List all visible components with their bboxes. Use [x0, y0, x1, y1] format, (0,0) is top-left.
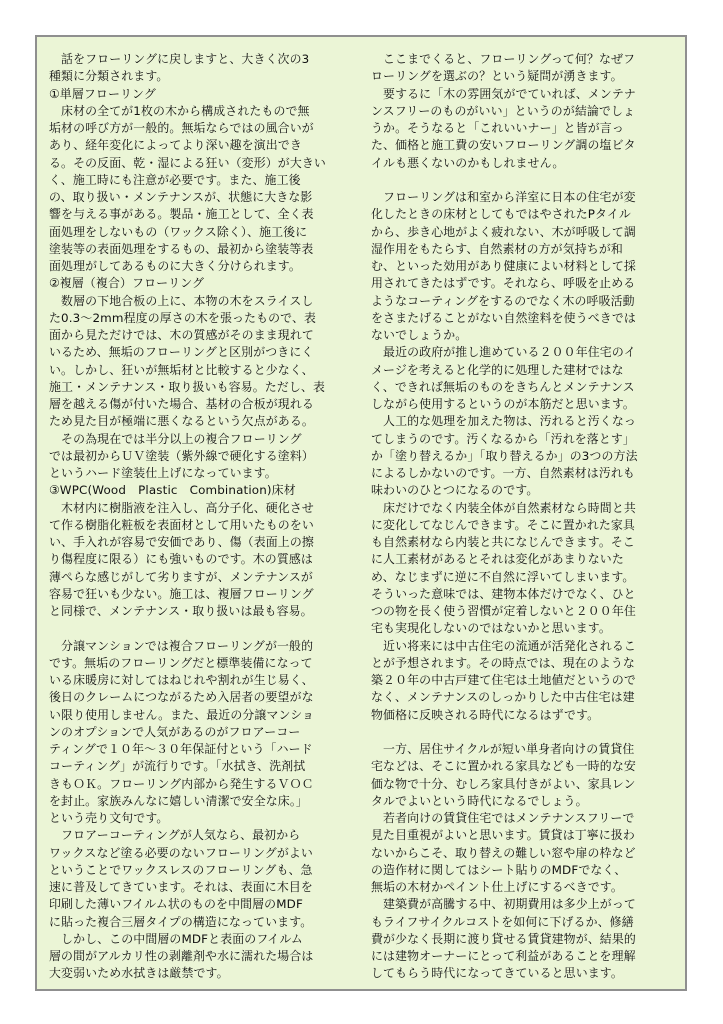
left-column-line: ということでワックスレスのフローリングも、急: [49, 862, 313, 877]
right-column-line: [371, 724, 673, 741]
right-column-line: ローリングを選ぶの？という疑問が湧きます。: [371, 69, 623, 84]
left-column-line: です。無垢のフローリングだと標準装備になって: [49, 655, 313, 670]
right-column-line: む、といった効用があり健康によい材料として採: [371, 259, 636, 273]
right-column-line: 一方、居住サイクルが短い単身者向けの賃貸住: [371, 742, 635, 756]
left-column-line: 木材内に樹脂液を注入し、高分子化、硬化させ: [49, 500, 314, 515]
left-column-line: 後日のクレームにつながるため入居者の要望がな: [49, 690, 314, 705]
right-column-line: もライフサイクルコストを如何に下げるか、修繕: [371, 914, 634, 929]
right-column-line: とが予想されます。その時点では、現在のような: [371, 655, 635, 670]
left-column-line: い限り使用しません。また、最近の分譲マンショ: [49, 707, 315, 722]
left-column-line: 速に普及してきています。それは、表面に木目を: [49, 880, 313, 894]
right-column-line: た、価格と施工費の安いフローリング調の塩ビタ: [371, 138, 636, 153]
left-column-line: 施工・メンテナンス・取り扱いも容易。ただし、表: [49, 379, 325, 394]
left-column-line: ③WPC(Wood Plastic Combination)床材: [49, 483, 296, 498]
left-column-line: 層の間がアルカリ性の剥離剤や水に濡れた場合は: [49, 949, 314, 963]
right-column-line: め、なじまずに逆に不自然に浮いてしまいます。: [371, 569, 635, 584]
right-column-line: [371, 172, 673, 189]
left-column-line: 響を与える事がある。製品・施工として、全く表: [49, 207, 314, 222]
left-column-line: あり、経年変化によってより深い趣を演出でき: [49, 138, 302, 153]
left-column-line: に貼った複合三層タイプの構造になっています。: [49, 914, 313, 929]
right-column-line: フローリングは和室から洋室に日本の住宅が変: [371, 190, 636, 204]
left-column-line: [49, 620, 351, 637]
right-column-line: には建物オーナーにとって利益があることを理解: [371, 949, 636, 963]
right-column-line: によるしかないのです。一方、自然素材は汚れも: [371, 466, 635, 480]
left-column: [49, 51, 351, 983]
right-column-line: メージを考えると化学的に処理した建材ではな: [371, 362, 624, 377]
left-column-line: り傷程度に限る）にも強いものです。木の質感は: [49, 552, 313, 567]
left-column-line: 面から見ただけでは、木の質感がそのまま現れて: [49, 328, 314, 342]
right-column-line: うか。そうなると「これいいナー」と皆が言っ: [371, 121, 624, 135]
left-column-line: 塗装等の表面処理をするもの、最初から塗装等表: [49, 241, 314, 256]
right-column-line: タルでよいという時代になるでしょう。: [371, 793, 588, 808]
right-column-line: も自然素材なら内装と共になじんできます。そこ: [371, 535, 635, 549]
left-column-line: た0.3～2mm程度の厚さの木を張ったもので、表: [49, 310, 317, 325]
right-column: [371, 51, 673, 983]
left-column-line: ワックスなど塗る必要のないフローリングがよい: [49, 845, 313, 860]
left-column-line: フロアーコーティングが人気なら、最初から: [49, 828, 301, 843]
right-column-line: ないからこそ、取り替えの難しい窓や扉の枠など: [371, 845, 636, 860]
left-column-line: 話をフローリングに戻しますと、大きく次の3: [49, 52, 310, 66]
right-column-line: 近い将来には中古住宅の流通が活発化されるこ: [371, 638, 636, 653]
right-column-line: 床だけでなく内装全体が自然素材なら時間と共: [371, 500, 636, 515]
left-column-line: きもＯＫ。フローリング内部から発生するＶＯＣ: [49, 776, 314, 791]
right-column-line: ンスフリーのものがいい」というのが結論でしょ: [371, 103, 636, 118]
right-column-line: 費が少なく長期に渡り貸せる賃貸建物が、結果的: [371, 931, 636, 946]
right-column-line: から、歩き心地がよく疲れない、木が呼吸して調: [371, 224, 636, 239]
left-column-line: 容易で狂いも少ない。施工は、複層フローリング: [49, 586, 314, 601]
left-column-line: ティングで１０年～３０年保証付という「ハード: [49, 742, 313, 756]
left-column-line: て作る樹脂化粧板を表面材として用いたものをい: [49, 517, 314, 532]
right-column-line: してもらう時代になってきていると思います。: [371, 966, 623, 981]
left-column-line: という売り文句です。: [49, 811, 169, 825]
left-column-line: 種類に分類されます。: [49, 69, 169, 84]
right-column-line: てしまうのです。汚くなるから「汚れを落とす」: [371, 431, 635, 446]
left-column-line: 分譲マンションでは複合フローリングが一般的: [49, 638, 314, 653]
right-column-line: に人工素材があるとそれは変化があまりないた: [371, 552, 624, 567]
left-column-line: ため見た目が極端に悪くなるという欠点がある。: [49, 414, 314, 429]
right-column-line: 物価格に反映される時代になるはずです。: [371, 707, 600, 722]
right-column-line: 湿作用をもたらす、自然素材の方が気持ちが和: [371, 241, 623, 256]
left-column-line: 床材の全てが1枚の木から構成されたもので無: [49, 103, 310, 118]
right-column-line: 要するに「木の雰囲気がでていれば、メンテナ: [371, 86, 636, 101]
right-column-line: 無垢の木材かペイント仕上げにするべきです。: [371, 880, 623, 894]
right-column-line: の造作材に関してはシート貼りのMDFでなく、: [371, 862, 627, 877]
left-column-line: 面処理がしてあるものに大きく分けられます。: [49, 259, 301, 273]
right-column-line: 見た目重視がよいと思います。賃貸は丁寧に扱わ: [371, 828, 635, 843]
right-column-line: く、できれば無垢のものをきちんとメンテナンス: [371, 379, 635, 394]
left-column-line: では最初からＵＶ塗装（紫外線で硬化する塗料）: [49, 448, 314, 463]
right-column-line: ここまでくると、フローリングって何？なぜフ: [371, 52, 636, 66]
right-column-line: なく、メンテナンスのしっかりした中古住宅は建: [371, 690, 635, 705]
left-column-line: その為現在では半分以上の複合フローリング: [49, 431, 302, 446]
right-column-line: 宅も実現化しないのではないかと思います。: [371, 621, 611, 636]
right-column-line: に変化してなじんできます。そこに置かれた家具: [371, 517, 635, 532]
right-column-line: 若者向けの賃貸住宅ではメンテナンスフリーで: [371, 811, 635, 825]
right-column-line: 化したときの床材としてもではやされたPタイル: [371, 207, 631, 222]
left-column-line: を封止。家族みんなに嬉しい清潔で安全な床。」: [49, 793, 308, 808]
right-column-line: 築２０年の中古戸建て住宅は土地値だというので: [371, 673, 636, 687]
right-column-line: 味わいのひとつになるのです。: [371, 483, 539, 498]
left-column-line: ①単層フローリング: [49, 86, 156, 101]
right-column-line: 用されてきたはずです。それなら、呼吸を止める: [371, 276, 636, 291]
left-column-line: い。しかし、狂いが無垢材と比較すると少なく、: [49, 362, 314, 377]
left-column-line: 数層の下地合板の上に、本物の木をスライスし: [49, 293, 314, 308]
left-column-line: の、取り扱い・メンテナンスが、状態に大きな影: [49, 190, 313, 204]
left-column-line: 垢材の呼び方が一般的。無垢ならではの風合いが: [49, 121, 314, 135]
right-column-line: ようなコーティングをするのでなく木の呼吸活動: [371, 293, 635, 308]
right-column-line: 価な物で十分、むしろ家具付きがよい、家具レン: [371, 776, 636, 791]
right-column-line: をさまたげることがない自然塗料を使うべきでは: [371, 310, 636, 325]
left-column-line: 印刷した薄いフイルム状のものを中間層のMDF: [49, 897, 303, 912]
left-column-line: コーティング」が流行りです。「水拭き、洗剤拭: [49, 759, 306, 774]
left-column-line: いるため、無垢のフローリングと区別がつきにく: [49, 345, 314, 360]
left-column-line: く、施工時にも注意が必要です。また、施工後: [49, 172, 301, 187]
left-column-line: る。その反面、乾・湿による狂い（変形）が大きい: [49, 155, 326, 170]
right-column-line: 人工的な処理を加えた物は、汚れると汚くなっ: [371, 414, 636, 429]
article-panel: [35, 35, 687, 991]
right-column-line: ないでしょうか。: [371, 328, 468, 342]
right-column-line: 宅などは、そこに置かれる家具なども一時的な安: [371, 759, 636, 774]
left-column-line: 面処理をしないもの（ワックス除く）、施工後に: [49, 224, 308, 239]
left-column-line: ンのオプションで人気があるのがフロアーコー: [49, 724, 301, 739]
right-column-line: イルも悪くないのかもしれません。: [371, 155, 565, 170]
right-column-line: そういった意味では、建物本体だけでなく、ひと: [371, 586, 636, 601]
right-column-line: か「塗り替えるか」「取り替えるか」の3つの方法: [371, 448, 638, 463]
left-column-line: しかし、この中間層のMDFと表面のフイルム: [49, 931, 303, 946]
right-column-line: 建築費が高騰する中、初期費用は多少上がって: [371, 897, 636, 912]
left-column-line: というハード塗装仕上げになっています。: [49, 466, 277, 480]
right-column-line: つの物を長く使う習慣が定着しないと２００年住: [371, 604, 636, 618]
left-column-line: と同様で、メンテナンス・取り扱いは最も容易。: [49, 604, 313, 618]
left-column-line: 大変弱いため水拭きは厳禁です。: [49, 966, 229, 981]
right-column-line: しながら使用するというのが本筋だと思います。: [371, 397, 635, 411]
right-column-line: 最近の政府が推し進めている２００年住宅のイ: [371, 345, 636, 360]
left-column-line: 薄ぺらな感じがして劣りますが、メンテナンスが: [49, 569, 313, 584]
left-column-line: 層を越える傷が付いた場合、基材の合板が現れる: [49, 397, 314, 411]
left-column-line: い、手入れが容易で安価であり、傷（表面上の擦: [49, 535, 314, 549]
left-column-line: ②複層（複合）フローリング: [49, 276, 205, 291]
left-column-line: いる床暖房に対してはねじれや割れが生じ易く、: [49, 673, 314, 687]
